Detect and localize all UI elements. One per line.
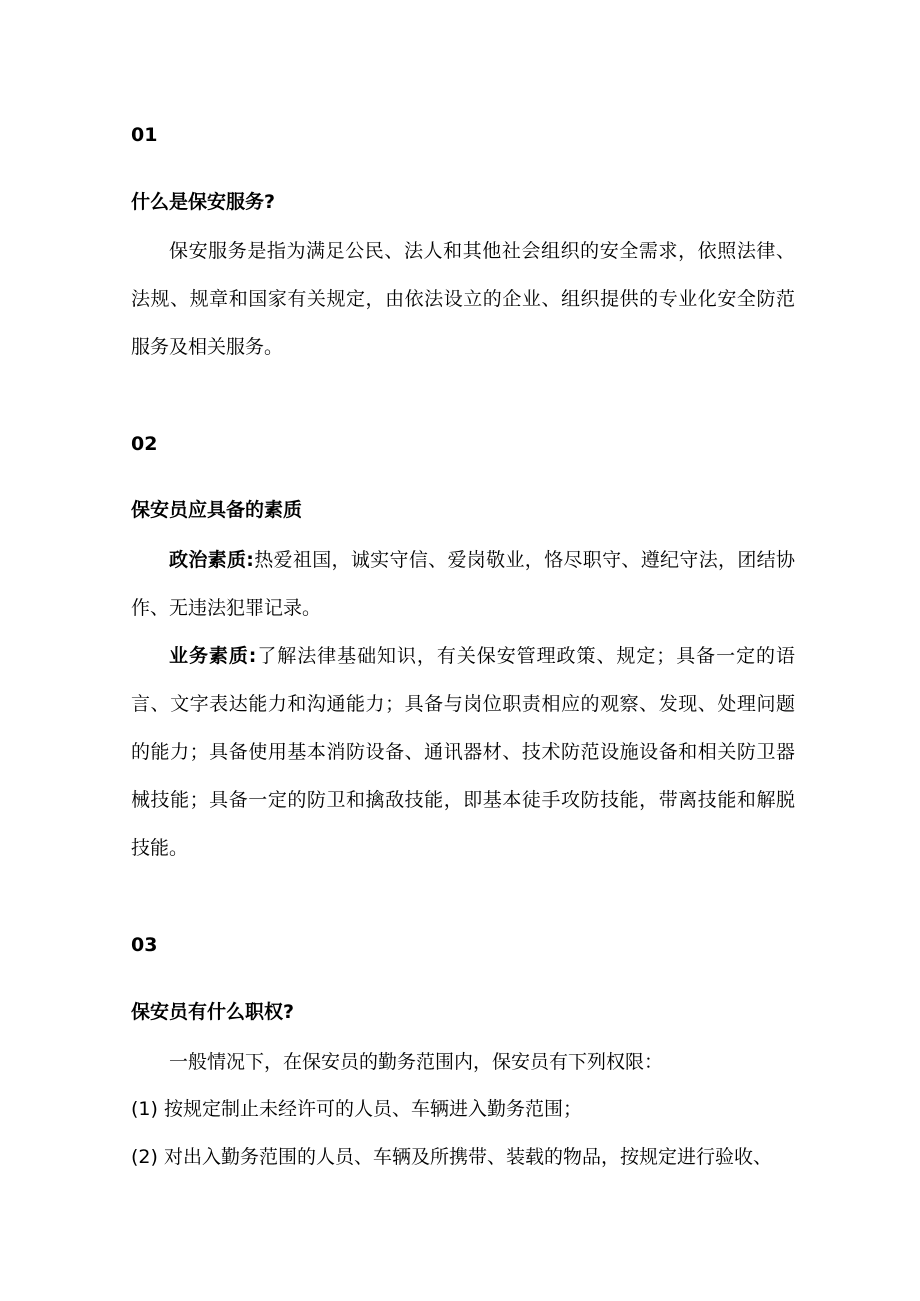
business-quality-paragraph — [131, 632, 795, 872]
business-quality-text: 了解法律基础知识，有关保安管理政策、规定；具备一定的语言、文字表达能力和沟通能力；具备与岗位职责相应的观察、发现、处理问题的能力；具备使用基本消防设备、通讯器材、技术防范设施设备和相关防卫器械技能；具备一定的防卫和擒敌技能，即基本徒手攻防技能，带离技能和解脱技能。 — [131, 645, 795, 859]
list-item: (2) 对出入勤务范围的人员、车辆及所携带、装载的物品，按规定进行验收、 — [131, 1146, 772, 1168]
section-paragraph-01: 保安服务是指为满足公民、法人和其他社会组织的安全需求，依照法律、法规、规章和国家有关规定，由依法设立的企业、组织提供的专业化安全防范服务及相关服务。 — [131, 240, 795, 358]
political-quality-text: 热爱祖国，诚实守信、爱岗敬业，恪尽职守、遵纪守法，团结协作、无违法犯罪记录。 — [131, 549, 795, 619]
section-number-01: 01 — [131, 124, 158, 146]
section-heading-03: 保安员有什么职权? — [131, 1001, 295, 1023]
list-item: (1) 按规定制止未经许可的人员、车辆进入勤务范围； — [131, 1098, 582, 1120]
business-quality-label: 业务素质: — [169, 645, 257, 667]
section-intro-03: 一般情况下，在保安员的勤务范围内，保安员有下列权限： — [169, 1051, 664, 1073]
section-heading-02: 保安员应具备的素质 — [131, 499, 303, 521]
section-heading-01: 什么是保安服务? — [131, 191, 276, 213]
section-number-03: 03 — [131, 934, 158, 956]
section-number-02: 02 — [131, 433, 158, 455]
political-quality-label: 政治素质: — [169, 549, 254, 571]
political-quality-paragraph — [131, 536, 795, 632]
